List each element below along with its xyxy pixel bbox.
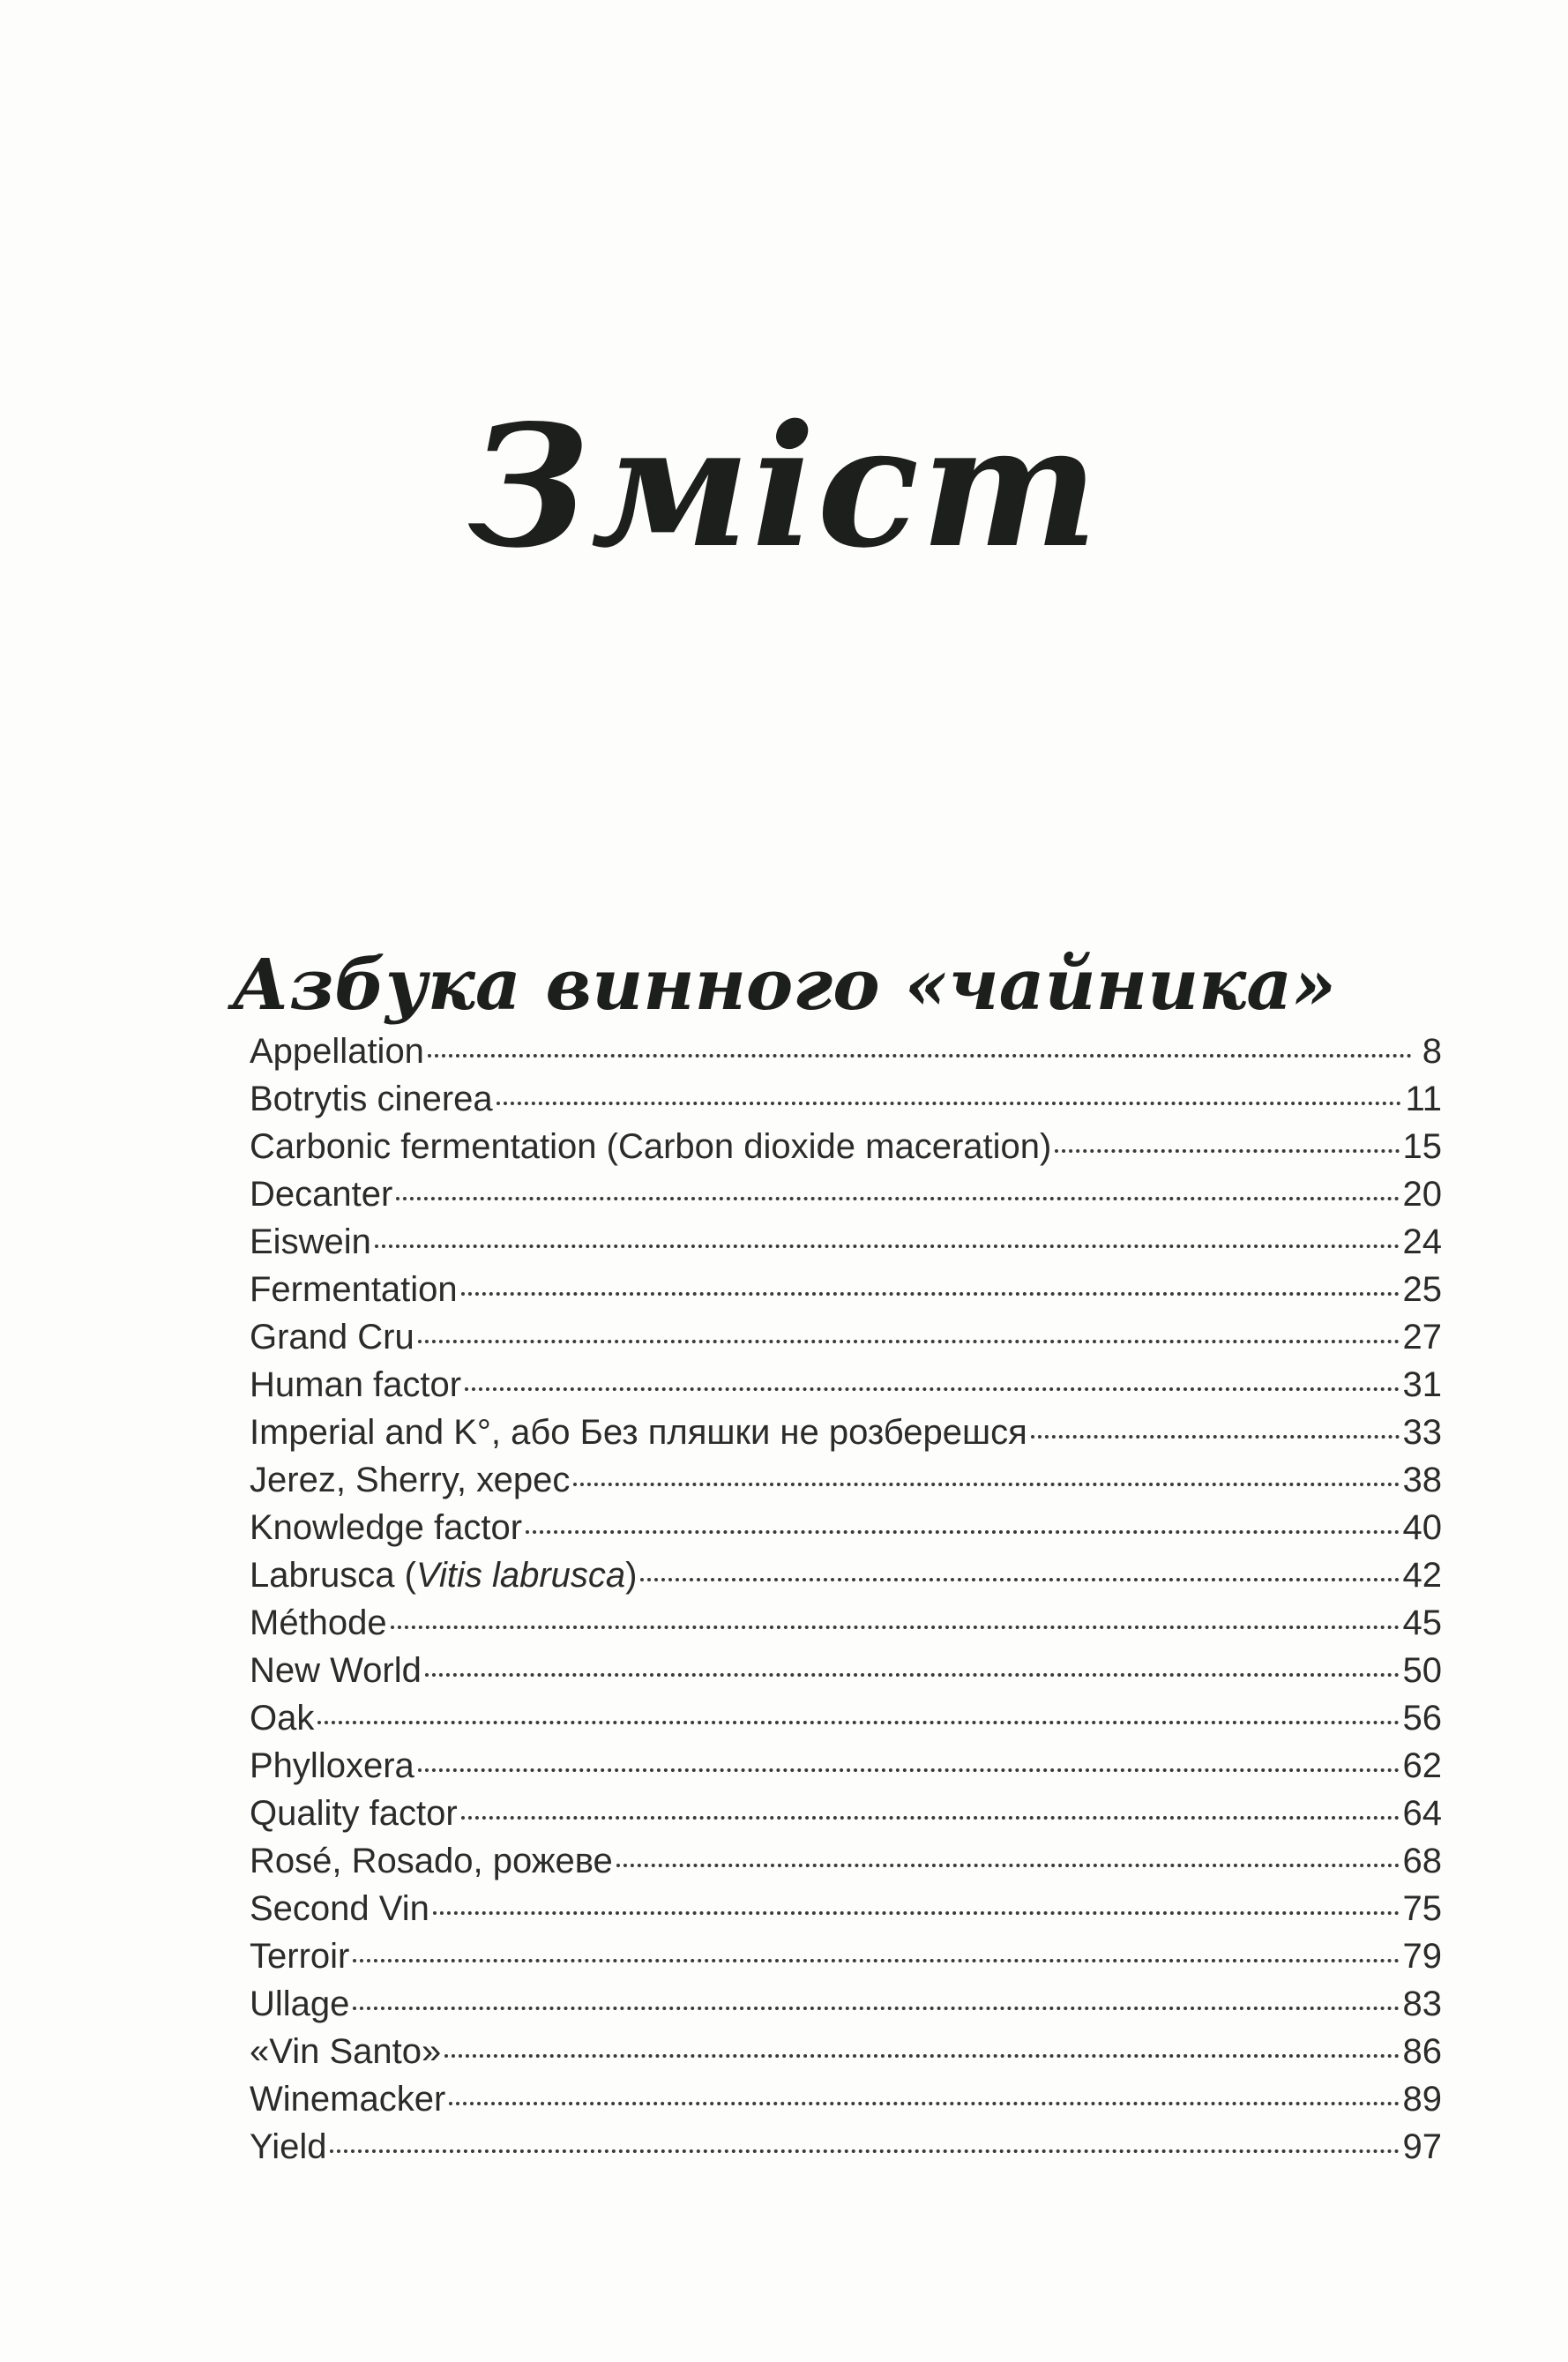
toc-entry-title: Eiswein <box>250 1222 371 1261</box>
toc-entry-title: Terroir <box>250 1937 350 1976</box>
toc-page-number: 45 <box>1402 1603 1442 1642</box>
toc-entry-title: Labrusca (Vitis labrusca) <box>250 1556 638 1595</box>
toc-page-number: 38 <box>1402 1461 1442 1499</box>
toc-entry-title: Knowledge factor <box>250 1508 523 1547</box>
toc-dot-leader <box>330 2149 1399 2153</box>
toc-entry <box>250 1361 1442 1409</box>
toc-entry-title: Botrytis cinerea <box>250 1080 493 1118</box>
toc-page-number: 68 <box>1402 1842 1442 1880</box>
toc-dot-leader <box>573 1482 1399 1486</box>
toc-page-number: 56 <box>1402 1699 1442 1738</box>
toc-dot-leader <box>353 2006 1399 2010</box>
toc-entry-title: Carbonic fermentation (Carbon dioxide maceration) <box>250 1127 1052 1166</box>
toc-entry <box>250 1028 1442 1075</box>
toc-page-number: 64 <box>1402 1794 1442 1833</box>
toc-entry-title: Jerez, Sherry, херес <box>250 1461 571 1499</box>
toc-entry <box>250 1456 1442 1504</box>
toc-entry <box>250 1409 1442 1456</box>
toc-page-number: 50 <box>1402 1651 1442 1690</box>
toc-entry <box>250 1504 1442 1551</box>
toc-dot-leader <box>418 1768 1400 1772</box>
toc-entry-title: Oak <box>250 1699 315 1738</box>
toc-entry <box>250 1551 1442 1599</box>
toc-dot-leader <box>461 1291 1400 1296</box>
toc-dot-leader <box>465 1387 1399 1391</box>
toc-dot-leader <box>616 1863 1400 1867</box>
toc-dot-leader <box>461 1815 1400 1820</box>
toc-entry <box>250 1313 1442 1361</box>
toc-entry <box>250 1932 1442 1980</box>
toc-page-number: 20 <box>1402 1175 1442 1214</box>
toc-entry <box>250 1742 1442 1790</box>
toc-dot-leader <box>391 1625 1400 1629</box>
toc-entry <box>250 1123 1442 1170</box>
toc-page-number: 79 <box>1402 1937 1442 1976</box>
toc-dot-leader <box>1055 1148 1399 1153</box>
toc-entry-title: Imperial and K°, або Без пляшки не розберешся <box>250 1413 1027 1452</box>
toc-dot-leader <box>1031 1434 1400 1439</box>
toc-entry-title: Rosé, Rosado, рожеве <box>250 1842 613 1880</box>
toc-entry-title: Méthode <box>250 1603 387 1642</box>
toc-page-number: 89 <box>1402 2080 1442 2119</box>
toc-page-number: 83 <box>1402 1985 1442 2023</box>
toc-dot-leader <box>425 1672 1400 1677</box>
toc-page-number: 86 <box>1402 2032 1442 2071</box>
toc-entry <box>250 1647 1442 1694</box>
toc-entry <box>250 2028 1442 2075</box>
toc-page-number: 33 <box>1402 1413 1442 1452</box>
toc-entry <box>250 1980 1442 2028</box>
table-of-contents <box>250 1028 1442 2171</box>
toc-page-number: 40 <box>1402 1508 1442 1547</box>
toc-entry <box>250 2075 1442 2123</box>
toc-dot-leader <box>449 2101 1399 2105</box>
toc-page-number: 42 <box>1402 1556 1442 1595</box>
toc-dot-leader <box>375 1244 1400 1248</box>
toc-page-number: 75 <box>1402 1889 1442 1928</box>
toc-entry-title: New World <box>250 1651 422 1690</box>
section-title: Азбука винного «чайника» <box>231 943 1337 1027</box>
toc-entry-title: Appellation <box>250 1032 424 1071</box>
toc-dot-leader <box>433 1910 1400 1915</box>
toc-entry-title: Fermentation <box>250 1270 458 1309</box>
toc-entry <box>250 1599 1442 1647</box>
toc-page-number: 24 <box>1402 1222 1442 1261</box>
toc-dot-leader <box>497 1101 1402 1105</box>
toc-entry <box>250 2123 1442 2171</box>
toc-entry-title: Decanter <box>250 1175 393 1214</box>
toc-dot-leader <box>526 1529 1399 1534</box>
toc-dot-leader <box>640 1577 1399 1581</box>
toc-page-number: 25 <box>1402 1270 1442 1309</box>
toc-entry-title: Quality factor <box>250 1794 458 1833</box>
toc-entry-title: Phylloxera <box>250 1746 414 1785</box>
toc-dot-leader <box>317 1720 1399 1724</box>
toc-entry-title: Ullage <box>250 1985 350 2023</box>
toc-page-number: 15 <box>1402 1127 1442 1166</box>
toc-page-number: 27 <box>1402 1318 1442 1357</box>
toc-entry <box>250 1218 1442 1266</box>
toc-entry-title: Second Vin <box>250 1889 429 1928</box>
toc-entry-title: Grand Cru <box>250 1318 414 1357</box>
toc-entry-title: Human factor <box>250 1365 462 1404</box>
toc-dot-leader <box>428 1053 1412 1058</box>
toc-entry <box>250 1170 1442 1218</box>
toc-dot-leader <box>396 1196 1399 1200</box>
toc-entry-title: Yield <box>250 2127 327 2166</box>
toc-entry <box>250 1837 1442 1885</box>
toc-entry <box>250 1694 1442 1742</box>
toc-page-number: 31 <box>1402 1365 1442 1404</box>
toc-entry-title: «Vin Santo» <box>250 2032 442 2071</box>
toc-page-number: 11 <box>1405 1080 1442 1118</box>
toc-dot-leader <box>353 1958 1399 1962</box>
toc-page-number: 8 <box>1422 1032 1442 1071</box>
toc-entry <box>250 1266 1442 1313</box>
toc-page-number: 97 <box>1402 2127 1442 2166</box>
toc-entry <box>250 1885 1442 1932</box>
toc-entry-title: Winemacker <box>250 2080 446 2119</box>
page-title: Зміст <box>467 388 1101 586</box>
toc-dot-leader <box>444 2053 1399 2058</box>
toc-entry <box>250 1075 1442 1123</box>
toc-page-number: 62 <box>1402 1746 1442 1785</box>
toc-dot-leader <box>418 1339 1400 1343</box>
toc-entry <box>250 1790 1442 1837</box>
